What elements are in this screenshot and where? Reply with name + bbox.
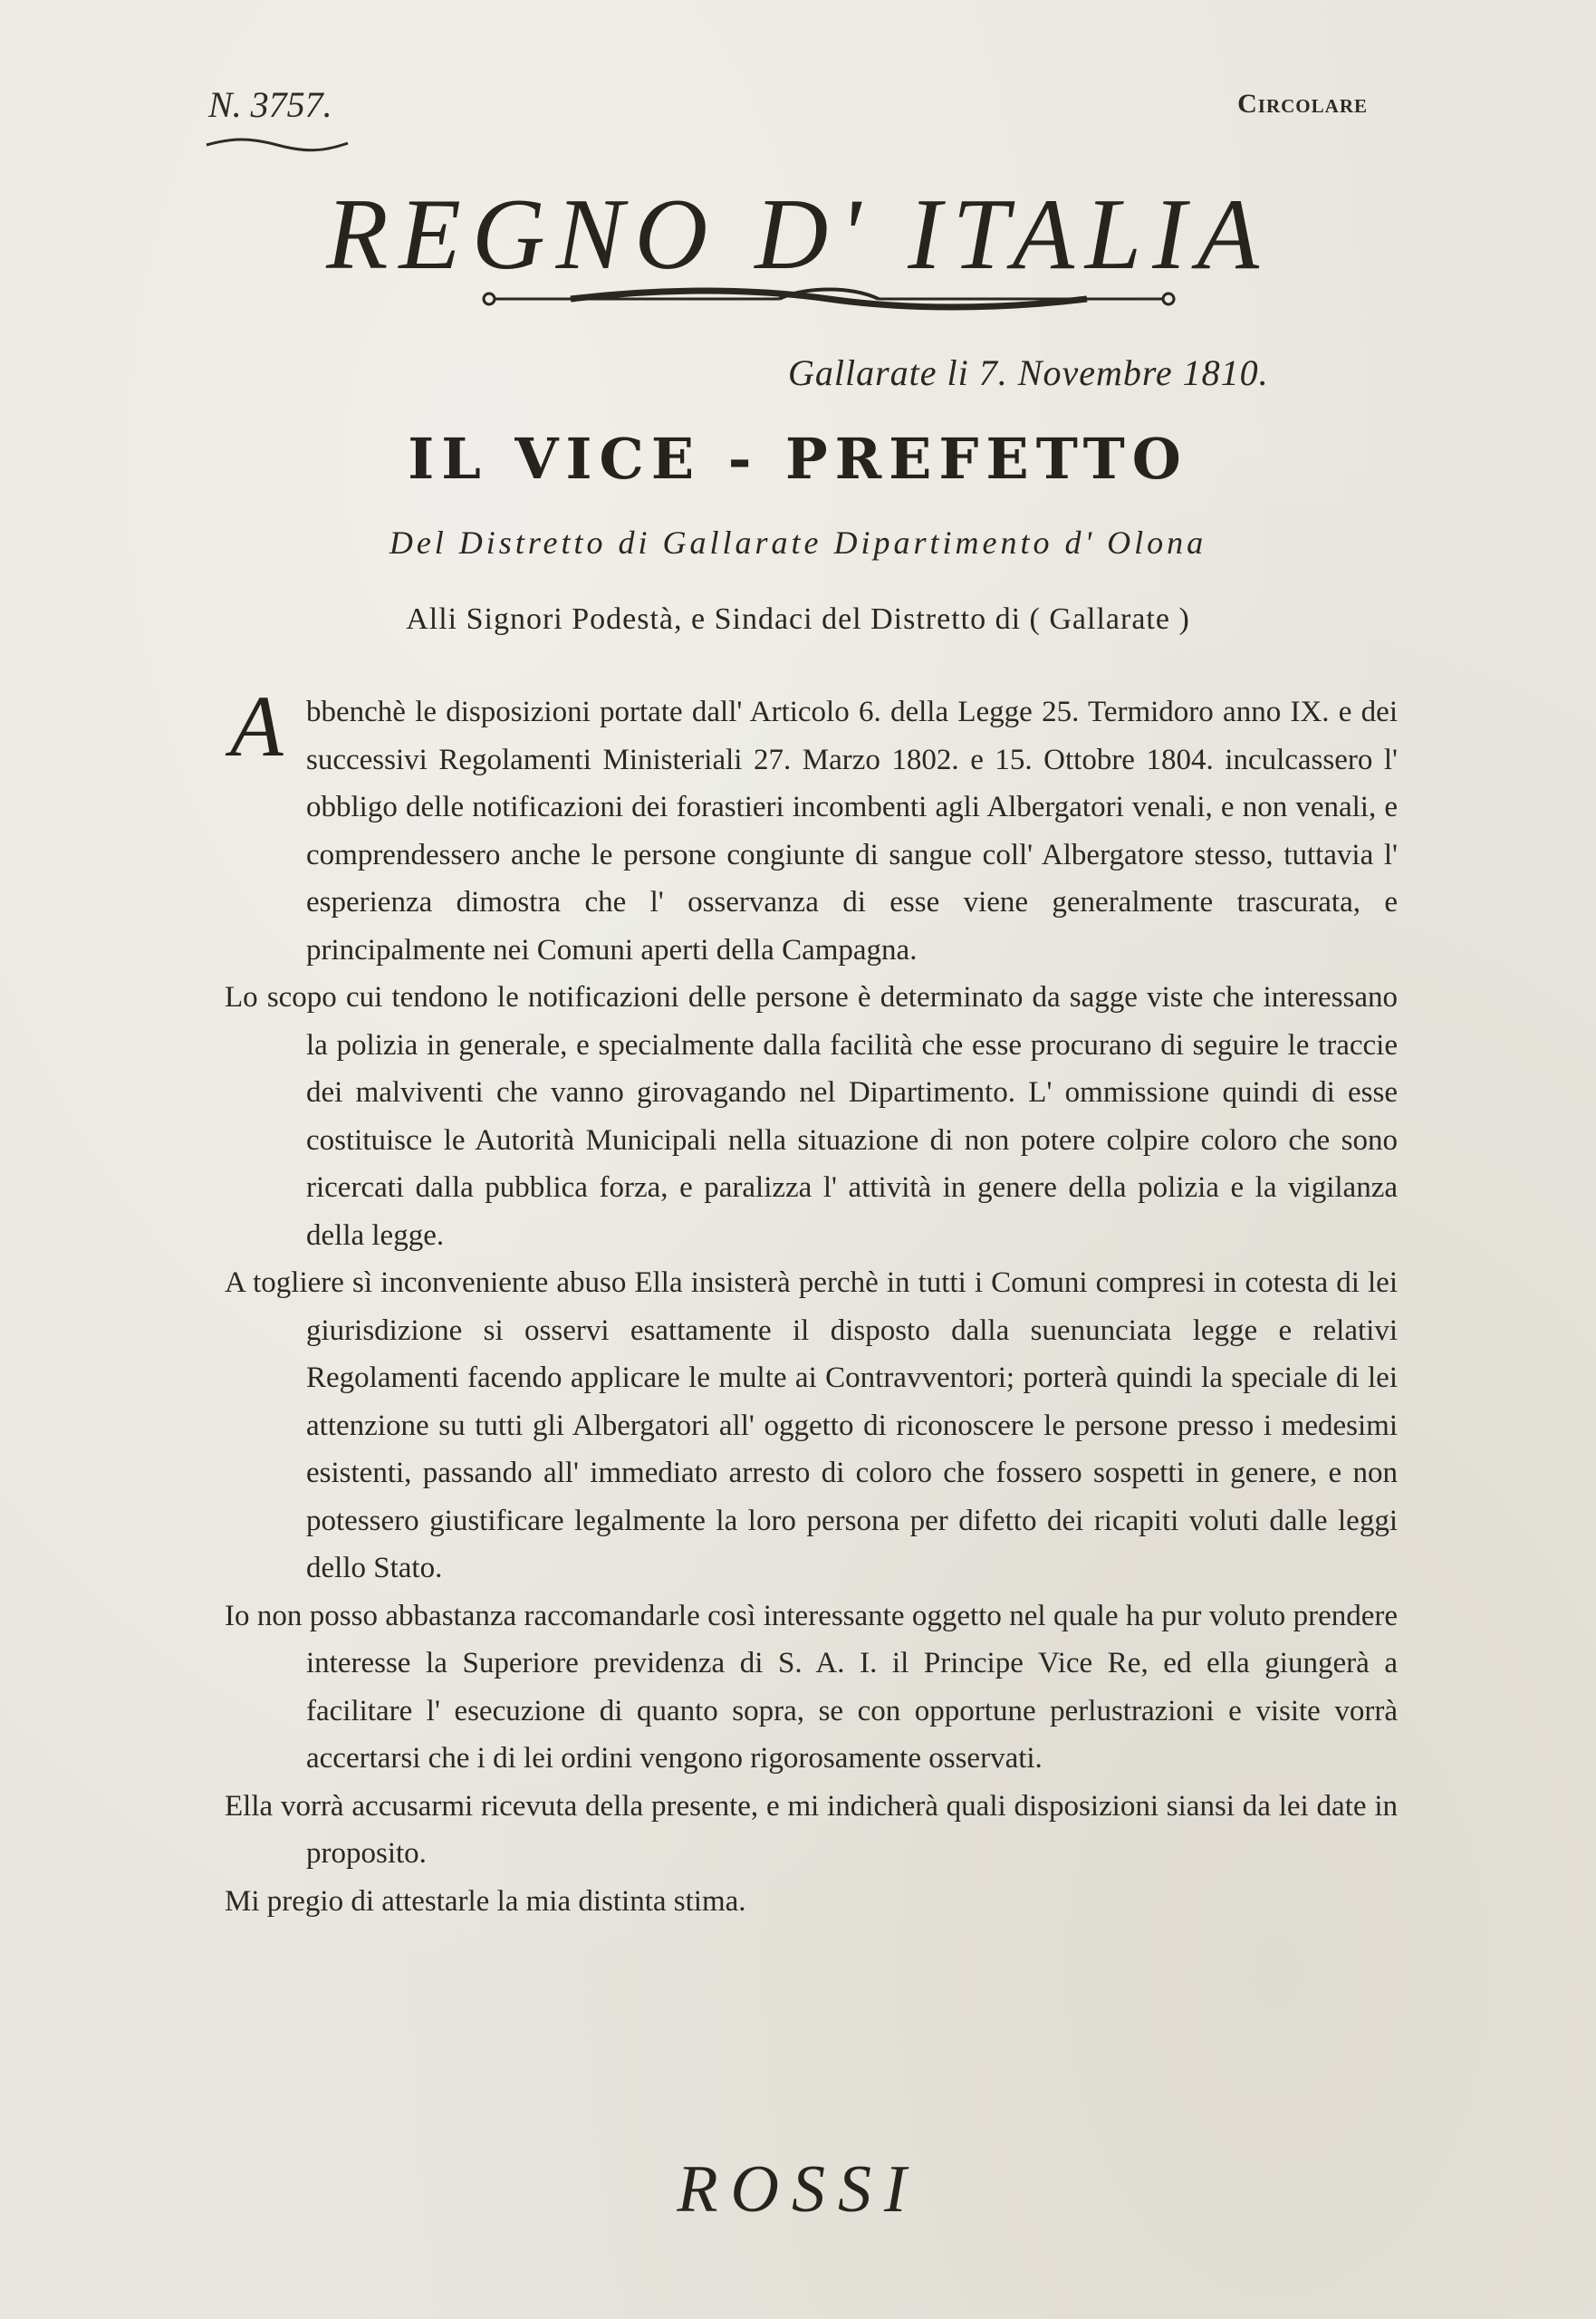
paragraph-5: Ella vorrà accusarmi ricevuta della presente, e mi indicherà quali disposizioni siansi da lei date in proposito.	[225, 1789, 1398, 1870]
number-flourish-ornament	[205, 136, 350, 154]
document-title: REGNO D' ITALIA	[326, 178, 1270, 291]
signature: ROSSI	[677, 2152, 919, 2227]
paragraph-1	[225, 678, 1398, 974]
header-line	[208, 83, 1368, 129]
authority-title: IL VICE - PREFETTO	[408, 426, 1188, 492]
circular-label: Circolare	[1237, 89, 1368, 119]
paragraph-1-text: bbenchè le disposizioni portate dall' Articolo 6. della Legge 25. Termidoro anno IX. e dei successivi Regolamenti Ministeriali 27. Marzo 1802. e 15. Ottobre 1804. inculcassero l' obbligo delle notificazioni dei forastieri incombenti agli Albergatori venali, e non venali, e comprendessero anche le persone congiunte di sangue coll' Albergatore stesso, tuttavia l' esperienza dimostra che l' osservanza di esse viene generalmente trascurata, e principalmente nei Comuni aperti della Campagna.	[306, 696, 1398, 967]
authority-subtitle: Del Distretto di Gallarate Dipartimento d' Olona	[389, 524, 1207, 561]
paragraph-6: Mi pregio di attestarle la mia distinta stima.	[225, 1884, 746, 1918]
addressee-line: Alli Signori Podestà, e Sindaci del Distretto di ( Gallarate )	[406, 602, 1190, 636]
document-number: N. 3757.	[208, 84, 332, 125]
paragraph-4: Io non posso abbastanza raccomandarle così interessante oggetto nel quale ha pur voluto prendere interesse la Superiore previdenza di S. A. I. il Principe Vice Re, ed ella giungerà a facilitare l' esecuzione di quanto sopra, se con opportune perlustrazioni e visite vorrà accertarsi che i di lei ordini vengono rigorosamente osservati.	[225, 1599, 1398, 1775]
title-ornament-rule	[480, 281, 1178, 317]
paragraph-2: Lo scopo cui tendono le notificazioni delle persone è determinato da sagge viste che interessano la polizia in generale, e specialmente dalla facilità che esse procurano di seguire le traccie dei malviventi che vanno girovagando nel Dipartimento. L' ommissione quindi di esse costituisce le Autorità Municipali nella situazione di non potere colpire coloro che sono ricercati dalla pubblica forza, e paralizza l' attività in genere della polizia e la vigilanza della legge.	[225, 981, 1398, 1252]
date-line: Gallarate li 7. Novembre 1810.	[788, 352, 1269, 393]
body-text	[225, 678, 1398, 1925]
paragraph-3: A togliere sì inconveniente abuso Ella insisterà perchè in tutti i Comuni compresi in cotesta di lei giurisdizione si osservi esattamente il disposto dalla suenunciata legge e relativi Regolamenti facendo applicare le multe ai Contravventori; porterà quindi la speciale di lei attenzione su tutti gli Albergatori all' oggetto di riconoscere le persone presso i medesimi esistenti, passando all' immediato arresto di coloro che fossero sospetti in genere, e non potessero giustificare legalmente la loro persona per difetto dei ricapiti voluti dalle leggi dello Stato.	[225, 1266, 1398, 1584]
drop-cap: A	[230, 678, 284, 775]
